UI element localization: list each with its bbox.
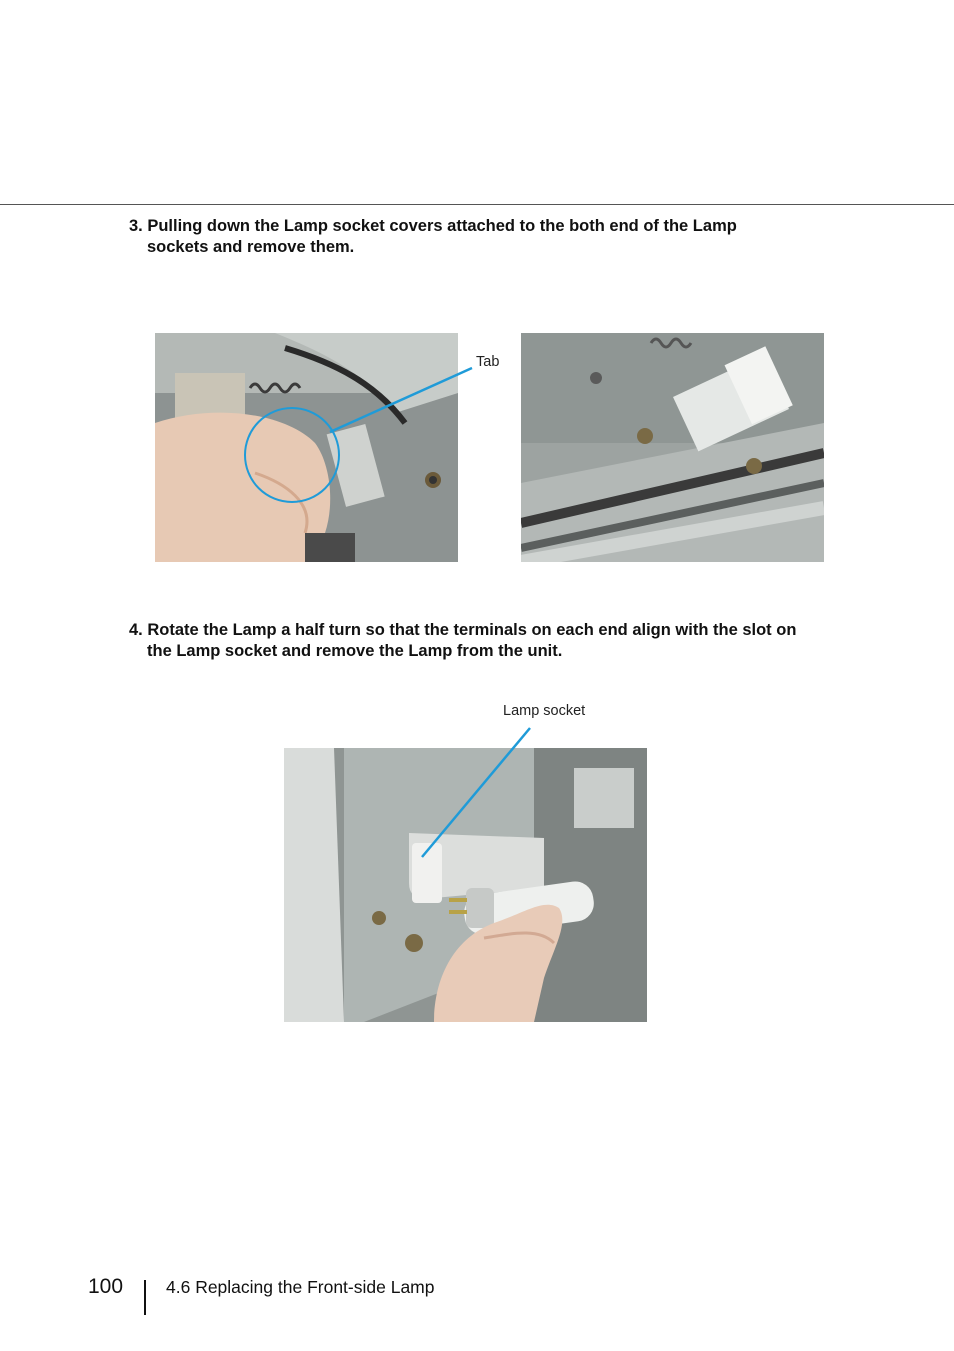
footer-divider — [144, 1280, 146, 1315]
photo-removing-lamp — [284, 748, 647, 1022]
step-4-line-2: the Lamp socket and remove the Lamp from the unit. — [147, 642, 563, 660]
page-number: 100 — [88, 1275, 124, 1298]
step-3-line-2: sockets and remove them. — [147, 238, 355, 256]
callout-tab-label: Tab — [476, 354, 500, 370]
callout-lamp-socket-label: Lamp socket — [503, 703, 586, 719]
step-3-line-1: 3. Pulling down the Lamp socket covers attached to the both end of the Lamp — [129, 217, 737, 235]
step-4-line-1: 4. Rotate the Lamp a half turn so that the terminals on each end align with the slot on — [129, 621, 797, 639]
step-3-instruction — [129, 216, 849, 258]
photo-socket-cover-detail — [521, 333, 824, 562]
step-4-instruction — [129, 620, 849, 662]
photo-pulling-socket-cover — [155, 333, 458, 562]
header-rule — [0, 204, 954, 205]
section-title: 4.6 Replacing the Front-side Lamp — [166, 1277, 435, 1297]
